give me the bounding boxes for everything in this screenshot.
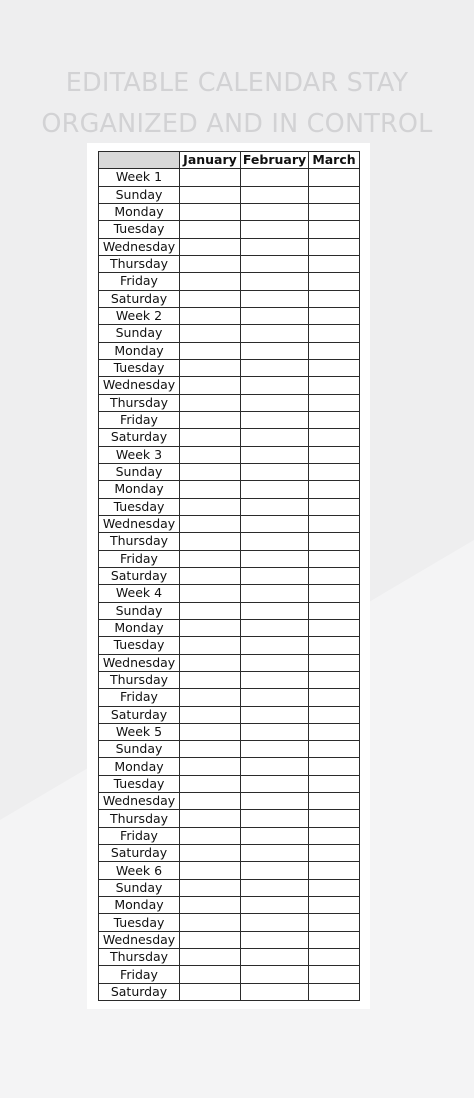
calendar-cell[interactable] — [241, 377, 309, 394]
calendar-cell[interactable] — [241, 845, 309, 862]
table-row — [99, 949, 360, 966]
calendar-cell[interactable] — [309, 307, 360, 324]
calendar-cell[interactable] — [241, 879, 309, 896]
calendar-cell[interactable] — [180, 602, 241, 619]
table-row — [99, 255, 360, 272]
calendar-cell[interactable] — [180, 897, 241, 914]
calendar-cell[interactable] — [241, 966, 309, 983]
calendar-cell[interactable] — [180, 671, 241, 688]
calendar-cell[interactable] — [241, 411, 309, 428]
row-label: Monday — [99, 619, 180, 636]
calendar-cell[interactable] — [180, 359, 241, 376]
calendar-cell[interactable] — [241, 342, 309, 359]
table-row — [99, 515, 360, 532]
row-label: Friday — [99, 411, 180, 428]
calendar-cell[interactable] — [180, 879, 241, 896]
calendar-cell[interactable] — [180, 290, 241, 307]
row-label: Thursday — [99, 949, 180, 966]
calendar-cell[interactable] — [309, 498, 360, 515]
calendar-cell[interactable] — [241, 983, 309, 1000]
calendar-cell[interactable] — [180, 446, 241, 463]
row-label: Wednesday — [99, 238, 180, 255]
calendar-cell[interactable] — [241, 810, 309, 827]
table-row — [99, 498, 360, 515]
calendar-cell[interactable] — [309, 949, 360, 966]
calendar-cell[interactable] — [309, 342, 360, 359]
column-header-february: February — [241, 152, 309, 169]
calendar-cell[interactable] — [180, 949, 241, 966]
calendar-cell[interactable] — [241, 723, 309, 740]
row-label: Monday — [99, 481, 180, 498]
row-label: Saturday — [99, 429, 180, 446]
table-row — [99, 429, 360, 446]
calendar-cell[interactable] — [309, 255, 360, 272]
table-row — [99, 654, 360, 671]
calendar-cell[interactable] — [241, 567, 309, 584]
calendar-cell[interactable] — [241, 585, 309, 602]
calendar-cell[interactable] — [241, 515, 309, 532]
calendar-cell[interactable] — [309, 585, 360, 602]
table-row — [99, 983, 360, 1000]
row-label: Thursday — [99, 533, 180, 550]
table-row — [99, 741, 360, 758]
calendar-cell[interactable] — [180, 550, 241, 567]
table-row — [99, 637, 360, 654]
calendar-cell[interactable] — [309, 394, 360, 411]
calendar-cell[interactable] — [309, 550, 360, 567]
calendar-cell[interactable] — [241, 498, 309, 515]
calendar-cell[interactable] — [309, 741, 360, 758]
calendar-cell[interactable] — [309, 810, 360, 827]
row-label: Thursday — [99, 255, 180, 272]
calendar-cell[interactable] — [241, 290, 309, 307]
calendar-cell[interactable] — [309, 723, 360, 740]
calendar-cell[interactable] — [180, 689, 241, 706]
table-row — [99, 897, 360, 914]
calendar-cell[interactable] — [309, 533, 360, 550]
calendar-body — [99, 169, 360, 1001]
calendar-cell[interactable] — [241, 463, 309, 480]
calendar-cell[interactable] — [180, 221, 241, 238]
calendar-cell[interactable] — [309, 238, 360, 255]
table-row — [99, 845, 360, 862]
calendar-cell[interactable] — [309, 325, 360, 342]
row-label: Saturday — [99, 845, 180, 862]
calendar-cell[interactable] — [309, 845, 360, 862]
calendar-cell[interactable] — [180, 966, 241, 983]
calendar-cell[interactable] — [180, 273, 241, 290]
calendar-cell[interactable] — [241, 949, 309, 966]
calendar-cell[interactable] — [180, 775, 241, 792]
calendar-cell[interactable] — [241, 793, 309, 810]
row-label: Tuesday — [99, 914, 180, 931]
row-label: Week 5 — [99, 723, 180, 740]
table-row — [99, 619, 360, 636]
calendar-cell[interactable] — [180, 567, 241, 584]
row-label: Wednesday — [99, 515, 180, 532]
row-label: Week 6 — [99, 862, 180, 879]
calendar-cell[interactable] — [241, 273, 309, 290]
calendar-cell[interactable] — [241, 446, 309, 463]
calendar-cell[interactable] — [180, 238, 241, 255]
table-row — [99, 879, 360, 896]
calendar-cell[interactable] — [180, 810, 241, 827]
calendar-cell[interactable] — [241, 758, 309, 775]
row-label: Friday — [99, 273, 180, 290]
calendar-cell[interactable] — [309, 273, 360, 290]
table-row — [99, 914, 360, 931]
table-row — [99, 671, 360, 688]
row-label: Tuesday — [99, 498, 180, 515]
calendar-cell[interactable] — [309, 758, 360, 775]
table-row — [99, 290, 360, 307]
calendar-cell[interactable] — [241, 533, 309, 550]
table-row — [99, 931, 360, 948]
row-label: Thursday — [99, 671, 180, 688]
calendar-cell[interactable] — [180, 515, 241, 532]
calendar-cell[interactable] — [180, 481, 241, 498]
calendar-cell[interactable] — [180, 463, 241, 480]
calendar-cell[interactable] — [180, 931, 241, 948]
calendar-cell[interactable] — [180, 758, 241, 775]
row-label: Sunday — [99, 463, 180, 480]
calendar-cell[interactable] — [309, 706, 360, 723]
calendar-cell[interactable] — [180, 827, 241, 844]
calendar-cell[interactable] — [309, 377, 360, 394]
calendar-cell[interactable] — [309, 429, 360, 446]
calendar-cell[interactable] — [241, 931, 309, 948]
table-row — [99, 723, 360, 740]
calendar-cell[interactable] — [241, 671, 309, 688]
row-label: Week 4 — [99, 585, 180, 602]
header-row — [99, 152, 360, 169]
calendar-cell[interactable] — [241, 550, 309, 567]
calendar-cell[interactable] — [309, 793, 360, 810]
calendar-cell[interactable] — [180, 637, 241, 654]
table-row — [99, 827, 360, 844]
calendar-cell[interactable] — [180, 983, 241, 1000]
table-row — [99, 359, 360, 376]
row-label: Sunday — [99, 325, 180, 342]
table-row — [99, 342, 360, 359]
calendar-cell[interactable] — [180, 307, 241, 324]
table-row — [99, 411, 360, 428]
calendar-cell[interactable] — [180, 203, 241, 220]
calendar-cell[interactable] — [241, 186, 309, 203]
calendar-cell[interactable] — [241, 359, 309, 376]
table-row — [99, 394, 360, 411]
row-label: Sunday — [99, 741, 180, 758]
row-label: Wednesday — [99, 793, 180, 810]
calendar-cell[interactable] — [309, 914, 360, 931]
row-label: Sunday — [99, 602, 180, 619]
table-row — [99, 758, 360, 775]
calendar-cell[interactable] — [180, 619, 241, 636]
row-label: Wednesday — [99, 654, 180, 671]
calendar-cell[interactable] — [180, 169, 241, 186]
table-row — [99, 810, 360, 827]
table-row — [99, 169, 360, 186]
row-label: Week 3 — [99, 446, 180, 463]
calendar-cell[interactable] — [241, 689, 309, 706]
table-row — [99, 585, 360, 602]
row-label: Saturday — [99, 567, 180, 584]
calendar-cell[interactable] — [241, 827, 309, 844]
calendar-cell[interactable] — [241, 637, 309, 654]
calendar-cell[interactable] — [309, 203, 360, 220]
calendar-cell[interactable] — [180, 342, 241, 359]
calendar-cell[interactable] — [241, 741, 309, 758]
table-row — [99, 377, 360, 394]
calendar-cell[interactable] — [241, 914, 309, 931]
calendar-cell[interactable] — [309, 827, 360, 844]
page-title — [0, 63, 474, 145]
table-row — [99, 446, 360, 463]
calendar-cell[interactable] — [241, 481, 309, 498]
calendar-cell[interactable] — [241, 775, 309, 792]
table-row — [99, 186, 360, 203]
calendar-cell[interactable] — [309, 463, 360, 480]
calendar-cell[interactable] — [309, 221, 360, 238]
calendar-cell[interactable] — [180, 793, 241, 810]
calendar-cell[interactable] — [309, 515, 360, 532]
table-row — [99, 602, 360, 619]
row-label: Thursday — [99, 810, 180, 827]
row-label: Tuesday — [99, 221, 180, 238]
calendar-cell[interactable] — [180, 411, 241, 428]
header-corner-cell — [99, 152, 180, 169]
row-label: Friday — [99, 827, 180, 844]
column-header-january: January — [180, 152, 241, 169]
calendar-cell[interactable] — [180, 186, 241, 203]
calendar-cell[interactable] — [309, 879, 360, 896]
title-line-1: EDITABLE CALENDAR STAY — [65, 68, 409, 99]
table-row — [99, 221, 360, 238]
table-row — [99, 238, 360, 255]
calendar-cell[interactable] — [309, 186, 360, 203]
table-row — [99, 533, 360, 550]
calendar-cell[interactable] — [180, 325, 241, 342]
calendar-cell[interactable] — [309, 567, 360, 584]
row-label: Saturday — [99, 706, 180, 723]
row-label: Monday — [99, 203, 180, 220]
calendar-cell[interactable] — [309, 637, 360, 654]
calendar-cell[interactable] — [309, 931, 360, 948]
table-row — [99, 706, 360, 723]
calendar-cell[interactable] — [180, 394, 241, 411]
calendar-cell[interactable] — [180, 741, 241, 758]
calendar-table — [98, 151, 360, 1001]
table-row — [99, 550, 360, 567]
row-label: Sunday — [99, 186, 180, 203]
table-row — [99, 862, 360, 879]
calendar-cell[interactable] — [241, 897, 309, 914]
calendar-cell[interactable] — [241, 325, 309, 342]
calendar-cell[interactable] — [180, 914, 241, 931]
row-label: Saturday — [99, 983, 180, 1000]
calendar-cell[interactable] — [241, 394, 309, 411]
calendar-cell[interactable] — [241, 619, 309, 636]
calendar-cell[interactable] — [309, 689, 360, 706]
row-label: Friday — [99, 550, 180, 567]
title-line-2: ORGANIZED AND IN CONTROL — [41, 109, 433, 140]
row-label: Tuesday — [99, 637, 180, 654]
table-row — [99, 966, 360, 983]
calendar-cell[interactable] — [241, 238, 309, 255]
calendar-cell[interactable] — [309, 446, 360, 463]
row-label: Monday — [99, 342, 180, 359]
calendar-cell[interactable] — [180, 429, 241, 446]
calendar-cell[interactable] — [309, 290, 360, 307]
calendar-cell[interactable] — [241, 706, 309, 723]
calendar-cell[interactable] — [309, 481, 360, 498]
calendar-cell[interactable] — [241, 307, 309, 324]
calendar-cell[interactable] — [309, 897, 360, 914]
table-row — [99, 793, 360, 810]
row-label: Monday — [99, 897, 180, 914]
calendar-cell[interactable] — [180, 377, 241, 394]
calendar-cell[interactable] — [309, 169, 360, 186]
calendar-cell[interactable] — [241, 654, 309, 671]
calendar-cell[interactable] — [309, 862, 360, 879]
table-row — [99, 307, 360, 324]
row-label: Saturday — [99, 290, 180, 307]
calendar-cell[interactable] — [309, 602, 360, 619]
row-label: Friday — [99, 689, 180, 706]
calendar-cell[interactable] — [241, 221, 309, 238]
table-row — [99, 567, 360, 584]
row-label: Sunday — [99, 879, 180, 896]
table-row — [99, 325, 360, 342]
calendar-cell[interactable] — [309, 671, 360, 688]
calendar-cell[interactable] — [309, 411, 360, 428]
table-row — [99, 481, 360, 498]
calendar-cell[interactable] — [180, 654, 241, 671]
calendar-cell[interactable] — [241, 602, 309, 619]
calendar-cell[interactable] — [241, 255, 309, 272]
row-label: Week 1 — [99, 169, 180, 186]
calendar-cell[interactable] — [241, 862, 309, 879]
table-row — [99, 203, 360, 220]
calendar-cell[interactable] — [309, 359, 360, 376]
calendar-cell[interactable] — [309, 775, 360, 792]
row-label: Wednesday — [99, 931, 180, 948]
table-row — [99, 273, 360, 290]
row-label: Tuesday — [99, 359, 180, 376]
row-label: Wednesday — [99, 377, 180, 394]
calendar-cell[interactable] — [180, 533, 241, 550]
row-label: Week 2 — [99, 307, 180, 324]
calendar-cell[interactable] — [309, 966, 360, 983]
calendar-cell[interactable] — [180, 255, 241, 272]
table-row — [99, 775, 360, 792]
calendar-cell[interactable] — [180, 862, 241, 879]
row-label: Thursday — [99, 394, 180, 411]
calendar-cell[interactable] — [241, 203, 309, 220]
row-label: Friday — [99, 966, 180, 983]
calendar-cell[interactable] — [309, 983, 360, 1000]
calendar-cell[interactable] — [241, 429, 309, 446]
calendar-cell[interactable] — [309, 654, 360, 671]
calendar-cell[interactable] — [180, 498, 241, 515]
table-row — [99, 689, 360, 706]
row-label: Monday — [99, 758, 180, 775]
calendar-cell[interactable] — [180, 585, 241, 602]
row-label: Tuesday — [99, 775, 180, 792]
calendar-cell[interactable] — [309, 619, 360, 636]
column-header-march: March — [309, 152, 360, 169]
calendar-cell[interactable] — [180, 706, 241, 723]
table-row — [99, 463, 360, 480]
calendar-cell[interactable] — [180, 723, 241, 740]
calendar-cell[interactable] — [241, 169, 309, 186]
calendar-cell[interactable] — [180, 845, 241, 862]
